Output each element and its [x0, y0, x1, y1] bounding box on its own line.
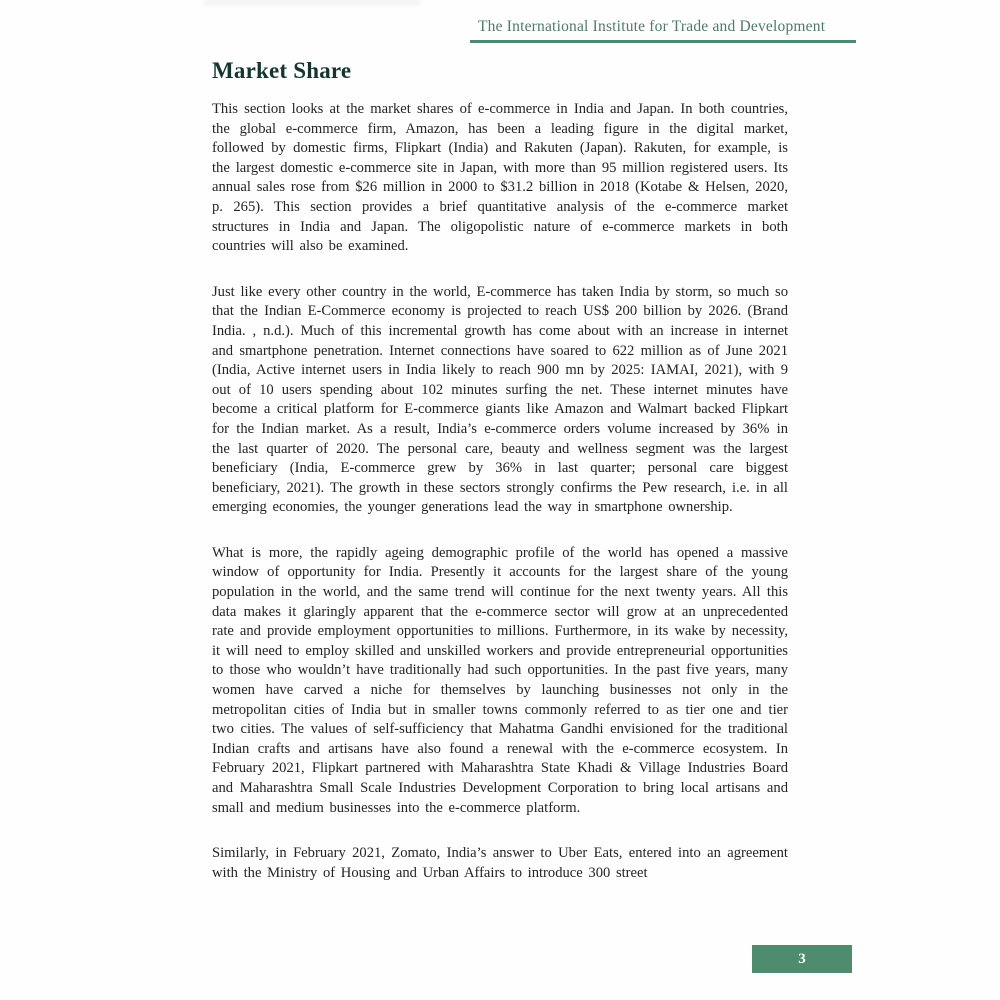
page-number-badge: [752, 945, 852, 973]
paragraph-1: This section looks at the market shares of e-commerce in India and Japan. In both countries, the global e-commerce firm, Amazon, has been a leading figure in the digital market, followed by domestic firms, Flipkart (India) and Rakuten (Japan). Rakuten, for example, is the largest domestic e-commerce site in Japan, with more than 95 million registered users. Its annual sales rose from $26 million in 2000 to $31.2 billion in 2018 (Kotabe & Helsen, 2020, p. 265). This section provides a brief quantitative analysis of the e-commerce market structures in India and Japan. The oligopolistic nature of e-commerce markets in both countries will also be examined.: [212, 101, 788, 255]
section-title: Market Share: [212, 58, 352, 83]
institute-name: The International Institute for Trade and Development: [478, 18, 826, 35]
paragraph-3: What is more, the rapidly ageing demographic profile of the world has opened a massive window of opportunity for India. Presently it accounts for the largest share of the young population in the world, and the same trend will continue for the next twenty years. All this data makes it glaringly apparent that the e-commerce sector will grow at an unprecedented rate and provide employment opportunities to millions. Furthermore, in its wake by necessity, it will need to employ skilled and unskilled workers and provide entrepreneurial opportunities to those who wouldn’t have traditionally had such opportunities. In the past five years, many women have carved a niche for themselves by launching businesses not only in the metropolitan cities of India but in smaller towns commonly referred to as tier one and tier two cities. The values of self-sufficiency that Mahatma Gandhi envisioned for the traditional Indian crafts and artisans have also found a renewal with the e-commerce ecosystem. In February 2021, Flipkart partnered with Maharashtra State Khadi & Village Industries Board and Maharashtra Small Scale Industries Development Corporation to bring local artisans and small and medium businesses into the e-commerce platform.: [212, 544, 788, 816]
page-number: 3: [798, 950, 806, 967]
paragraph-4: Similarly, in February 2021, Zomato, India’s answer to Uber Eats, entered into an agreement with the Ministry of Housing and Urban Affairs to introduce 300 street: [212, 845, 788, 881]
paragraph-2: Just like every other country in the world, E-commerce has taken India by storm, so much so that the Indian E-Commerce economy is projected to reach US$ 200 billion by 2026. (Brand India. , n.d.). Much of this incremental growth has come about with an increase in internet and smartphone penetration. Internet connections have soared to 622 million as of June 2021 (India, Active internet users in India likely to reach 900 mn by 2025: IAMAI, 2021), with 9 out of 10 users spending about 102 minutes surfing the net. These internet minutes have become a critical platform for E-commerce giants like Amazon and Walmart backed Flipkart for the Indian market. As a result, India’s e-commerce orders volume increased by 36% in the last quarter of 2020. The personal care, beauty and wellness segment was the largest beneficiary (India, E-commerce grew by 36% in last quarter; personal care biggest beneficiary, 2021). The growth in these sectors strongly confirms the Pew research, i.e. in all emerging economies, the younger generations lead the way in smartphone ownership.: [212, 283, 788, 516]
header-rule: [470, 40, 856, 43]
page-header: [470, 17, 856, 43]
scan-artifact: [205, 0, 420, 5]
body-content: [212, 100, 788, 909]
